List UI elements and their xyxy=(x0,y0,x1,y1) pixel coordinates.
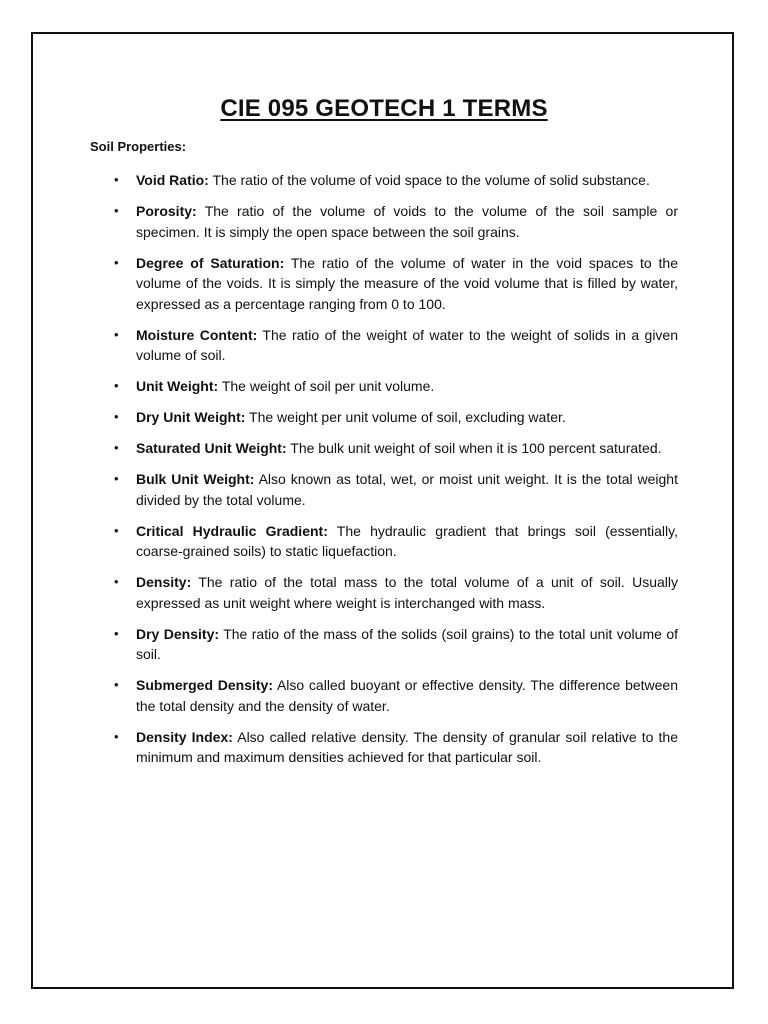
term-dry-density xyxy=(136,624,678,665)
term-unit-weight xyxy=(136,376,678,397)
term-name: Critical Hydraulic Gradient: xyxy=(136,522,328,539)
term-definition: The bulk unit weight of soil when it is 100 percent saturated. xyxy=(290,440,662,456)
term-degree-of-saturation xyxy=(136,253,678,315)
term-definition: The ratio of the volume of void space to the volume of solid substance. xyxy=(212,172,650,188)
document-title: CIE 095 GEOTECH 1 TERMS xyxy=(220,95,548,122)
term-name: Saturated Unit Weight: xyxy=(136,440,287,456)
term-definition: The weight of soil per unit volume. xyxy=(221,378,435,394)
term-moisture-content xyxy=(136,325,678,366)
term-definition: Also known as total, wet, or moist unit weight. It is the total weight divided by the total volume. xyxy=(136,471,678,508)
term-definition: The ratio of the weight of water to the weight of solids in a given volume of soil. xyxy=(136,326,679,363)
term-critical-hydraulic-gradient xyxy=(136,521,678,562)
term-name: Submerged Density: xyxy=(136,677,273,693)
term-definition: Also called relative density. The density of granular soil relative to the minimum and maximum densities achieved for that particular soil. xyxy=(136,728,678,765)
term-name: Density Index: xyxy=(136,728,233,745)
term-name: Dry Unit Weight: xyxy=(136,409,246,425)
term-name: Unit Weight: xyxy=(136,378,219,394)
term-porosity xyxy=(136,201,678,242)
term-definition: The hydraulic gradient that brings soil (essentially, coarse-grained soils) to static liquefaction. xyxy=(136,522,678,559)
term-submerged-density xyxy=(136,675,678,716)
term-dry-unit-weight xyxy=(136,407,678,428)
term-name: Dry Density: xyxy=(136,625,220,642)
term-name: Bulk Unit Weight: xyxy=(136,471,255,487)
term-definition: The weight per unit volume of soil, excluding water. xyxy=(249,409,566,425)
term-name: Moisture Content: xyxy=(136,326,258,343)
term-definition: The ratio of the volume of water in the void spaces to the volume of the voids. It is simply the measure of the void volume that is filled by water, expressed as a percentage ranging from 0 to 100. xyxy=(136,254,679,312)
term-saturated-unit-weight xyxy=(136,438,678,459)
term-definition: The ratio of the total mass to the total volume of a unit of soil. Usually expressed as unit weight where weight is interchanged with mass. xyxy=(136,574,678,611)
term-name: Degree of Saturation: xyxy=(136,254,285,271)
section-heading: Soil Properties: xyxy=(90,139,187,154)
term-name: Porosity: xyxy=(136,203,197,219)
term-density-index xyxy=(136,727,678,768)
term-definition: The ratio of the mass of the solids (soil grains) to the total unit volume of soil. xyxy=(136,625,678,662)
term-bulk-unit-weight xyxy=(136,469,678,510)
term-definition: The ratio of the volume of voids to the volume of the soil sample or specimen. It is simply the open space between the soil grains. xyxy=(136,203,679,240)
term-name: Density: xyxy=(136,574,192,590)
term-definition: Also called buoyant or effective density. The difference between the total density and the density of water. xyxy=(136,677,679,714)
terms-list xyxy=(136,170,678,778)
term-void-ratio xyxy=(136,170,678,191)
term-name: Void Ratio: xyxy=(136,172,209,188)
term-density xyxy=(136,572,678,613)
